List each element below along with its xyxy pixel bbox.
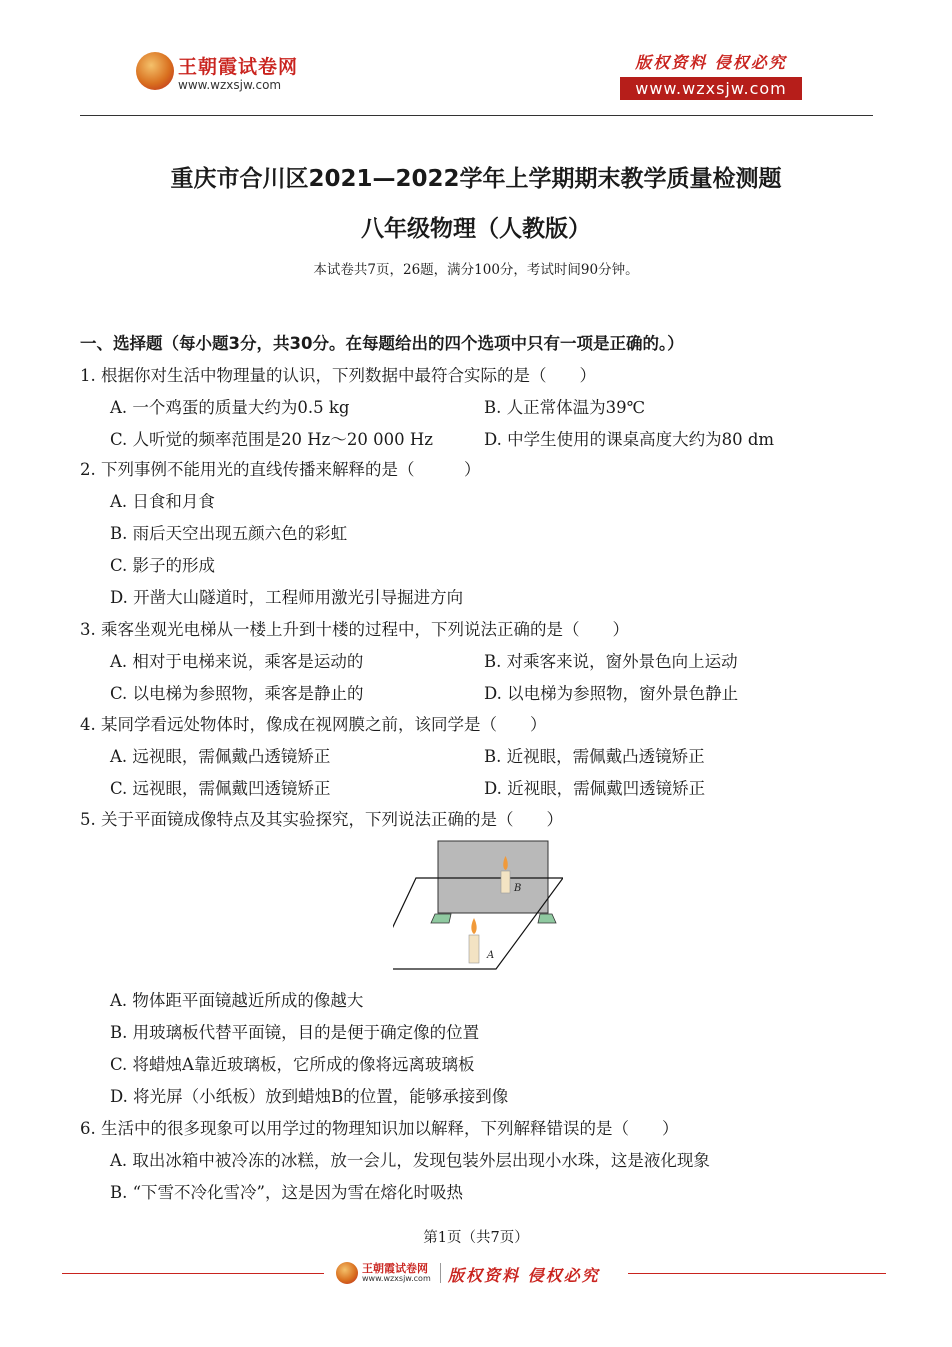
q6-option-b: B. “下雪不冷化雪冷”，这是因为雪在熔化时吸热 [110,1183,463,1202]
footer-divider-left [62,1273,324,1274]
header-divider [80,115,873,116]
footer-divider-right [628,1273,886,1274]
q1-option-d: D. 中学生使用的课桌高度大约为80 dm [484,430,775,449]
q5-option-b: B. 用玻璃板代替平面镜，目的是便于确定像的位置 [110,1023,480,1042]
section-heading: 一、选择题（每小题3分，共30分。在每题给出的四个选项中只有一项是正确的。） [80,334,684,353]
q6-option-a: A. 取出冰箱中被冷冻的冰糕，放一会儿，发现包装外层出现小水珠，这是液化现象 [110,1151,710,1170]
footer-logo-url: www.wzxsjw.com [362,1274,431,1283]
logo-url: www.wzxsjw.com [178,78,282,92]
plane-mirror-experiment-figure [393,838,563,973]
q1-option-a: A. 一个鸡蛋的质量大约为0.5 kg [110,398,350,417]
left-stand [431,914,451,923]
q2-stem: 2. 下列事例不能用光的直线传播来解释的是（ ） [80,460,481,479]
q2-option-d: D. 开凿大山隧道时，工程师用激光引导掘进方向 [110,588,464,607]
q1-stem: 1. 根据你对生活中物理量的认识，下列数据中最符合实际的是（ ） [80,366,596,385]
footer-slogan: 版权资料 侵权必究 [448,1266,600,1285]
q3-option-b: B. 对乘客来说，窗外景色向上运动 [484,652,738,671]
q4-option-b: B. 近视眼，需佩戴凸透镜矫正 [484,747,705,766]
glass-plate [438,841,548,913]
copyright-slogan: 版权资料 侵权必究 [635,53,787,72]
label-b: B [514,883,522,894]
header-copyright [620,50,802,100]
candle-a [469,935,479,963]
q3-stem: 3. 乘客坐观光电梯从一楼上升到十楼的过程中，下列说法正确的是（ ） [80,620,629,639]
right-stand [538,914,556,923]
q4-stem: 4. 某同学看远处物体时，像成在视网膜之前，该同学是（ ） [80,715,547,734]
site-url-banner: www.wzxsjw.com [620,77,802,100]
q2-option-b: B. 雨后天空出现五颜六色的彩虹 [110,524,348,543]
exam-title: 重庆市合川区2021—2022学年上学期期末教学质量检测题 [170,166,782,192]
footer-logo [336,1260,622,1288]
q5-option-a: A. 物体距平面镜越近所成的像越大 [110,991,364,1010]
footer-badge-icon [336,1262,358,1284]
page-number: 第1页（共7页） [423,1230,529,1246]
q4-option-c: C. 远视眼，需佩戴凹透镜矫正 [110,779,331,798]
flame-a-icon [471,918,476,934]
q3-option-a: A. 相对于电梯来说，乘客是运动的 [110,652,364,671]
q1-option-c: C. 人听觉的频率范围是20 Hz～20 000 Hz [110,430,433,449]
q5-stem: 5. 关于平面镜成像特点及其实验探究，下列说法正确的是（ ） [80,810,563,829]
candle-b [501,871,510,893]
footer-logo-name: 王朝霞试卷网 [362,1262,428,1275]
footer-separator [440,1263,441,1283]
q5-option-d: D. 将光屏（小纸板）放到蜡烛B的位置，能够承接到像 [110,1087,509,1106]
q6-stem: 6. 生活中的很多现象可以用学过的物理知识加以解释，下列解释错误的是（ ） [80,1119,679,1138]
logo-name: 王朝霞试卷网 [178,56,299,78]
q3-option-c: C. 以电梯为参照物，乘客是静止的 [110,684,364,703]
q2-option-a: A. 日食和月食 [110,492,215,511]
q1-option-b: B. 人正常体温为39℃ [484,398,646,417]
q4-option-d: D. 近视眼，需佩戴凹透镜矫正 [484,779,706,798]
q2-option-c: C. 影子的形成 [110,556,216,575]
header-logo [136,52,306,96]
label-a: A [487,950,495,961]
logo-badge-icon [136,52,174,90]
exam-info: 本试卷共7页，26题，满分100分，考试时间90分钟。 [313,262,639,278]
q3-option-d: D. 以电梯为参照物，窗外景色静止 [484,684,739,703]
q5-option-c: C. 将蜡烛A靠近玻璃板，它所成的像将远离玻璃板 [110,1055,475,1074]
q4-option-a: A. 远视眼，需佩戴凸透镜矫正 [110,747,331,766]
exam-subject: 八年级物理（人教版） [361,216,591,242]
